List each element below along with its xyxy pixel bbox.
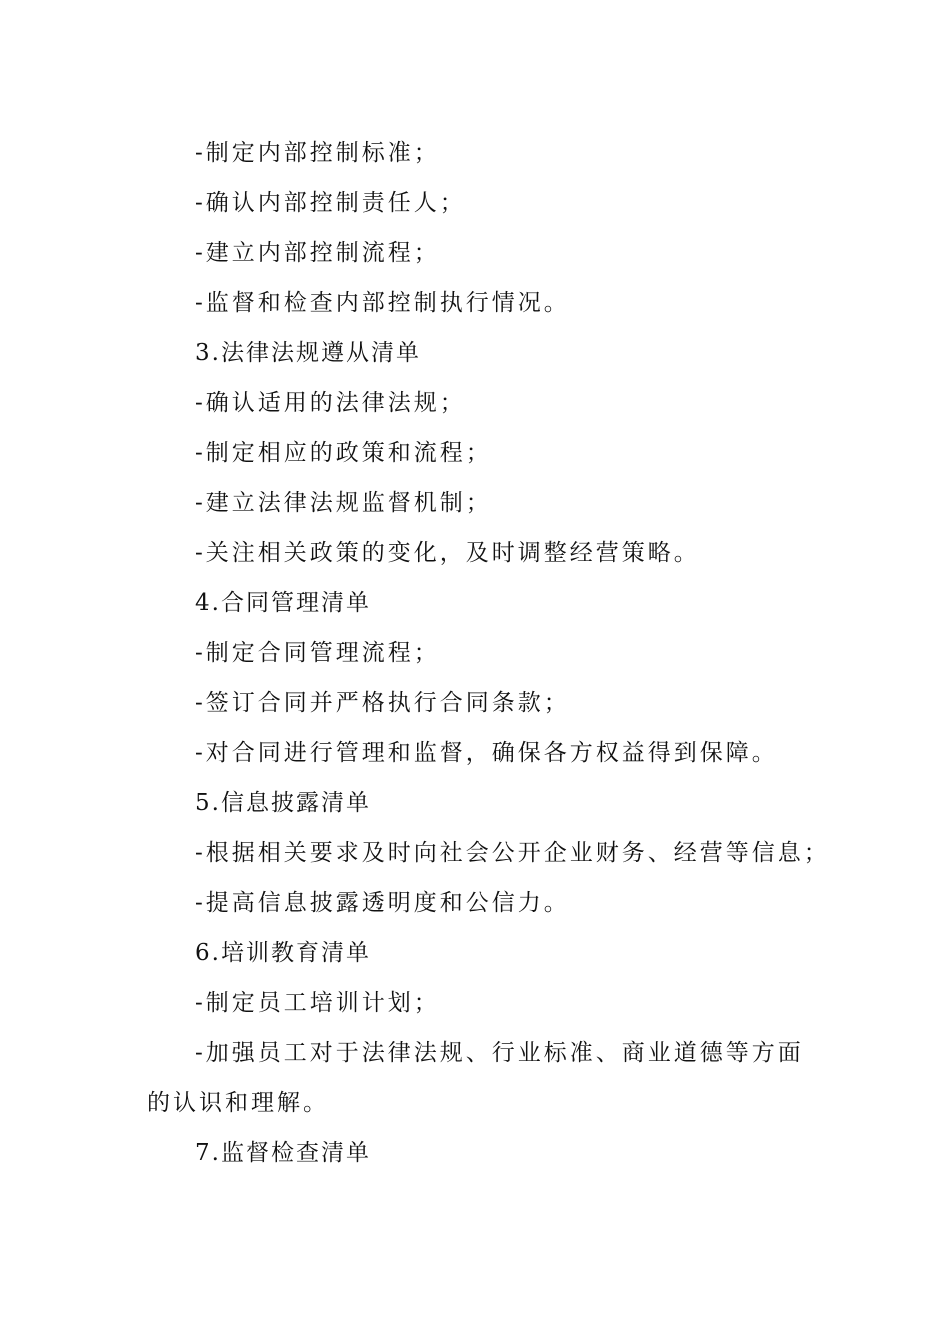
list-item: -建立内部控制流程； <box>195 240 440 266</box>
list-item: -关注相关政策的变化，及时调整经营策略。 <box>195 540 700 566</box>
list-item: -建立法律法规监督机制； <box>195 490 492 516</box>
list-item: -提高信息披露透明度和公信力。 <box>195 890 570 916</box>
section-heading: 7.监督检查清单 <box>195 1140 371 1166</box>
list-item: -制定内部控制标准； <box>195 140 440 166</box>
list-item: -制定员工培训计划； <box>195 990 440 1016</box>
section-heading: 5.信息披露清单 <box>195 790 371 816</box>
list-item: -对合同进行管理和监督，确保各方权益得到保障。 <box>195 740 778 766</box>
list-item: -签订合同并严格执行合同条款； <box>195 690 570 716</box>
section-heading: 4.合同管理清单 <box>195 590 371 616</box>
list-item: -确认内部控制责任人； <box>195 190 466 216</box>
document-body <box>147 128 830 1178</box>
list-item: -加强员工对于法律法规、行业标准、商业道德等方面 <box>195 1040 804 1066</box>
list-item: -根据相关要求及时向社会公开企业财务、经营等信息； <box>195 840 830 866</box>
list-item: -确认适用的法律法规； <box>195 390 466 416</box>
list-item: -监督和检查内部控制执行情况。 <box>195 290 570 316</box>
list-item: -制定相应的政策和流程； <box>195 440 492 466</box>
section-heading: 3.法律法规遵从清单 <box>195 340 421 366</box>
section-heading: 6.培训教育清单 <box>195 940 371 966</box>
list-item: -制定合同管理流程； <box>195 640 440 666</box>
list-item-continuation: 的认识和理解。 <box>147 1090 329 1116</box>
